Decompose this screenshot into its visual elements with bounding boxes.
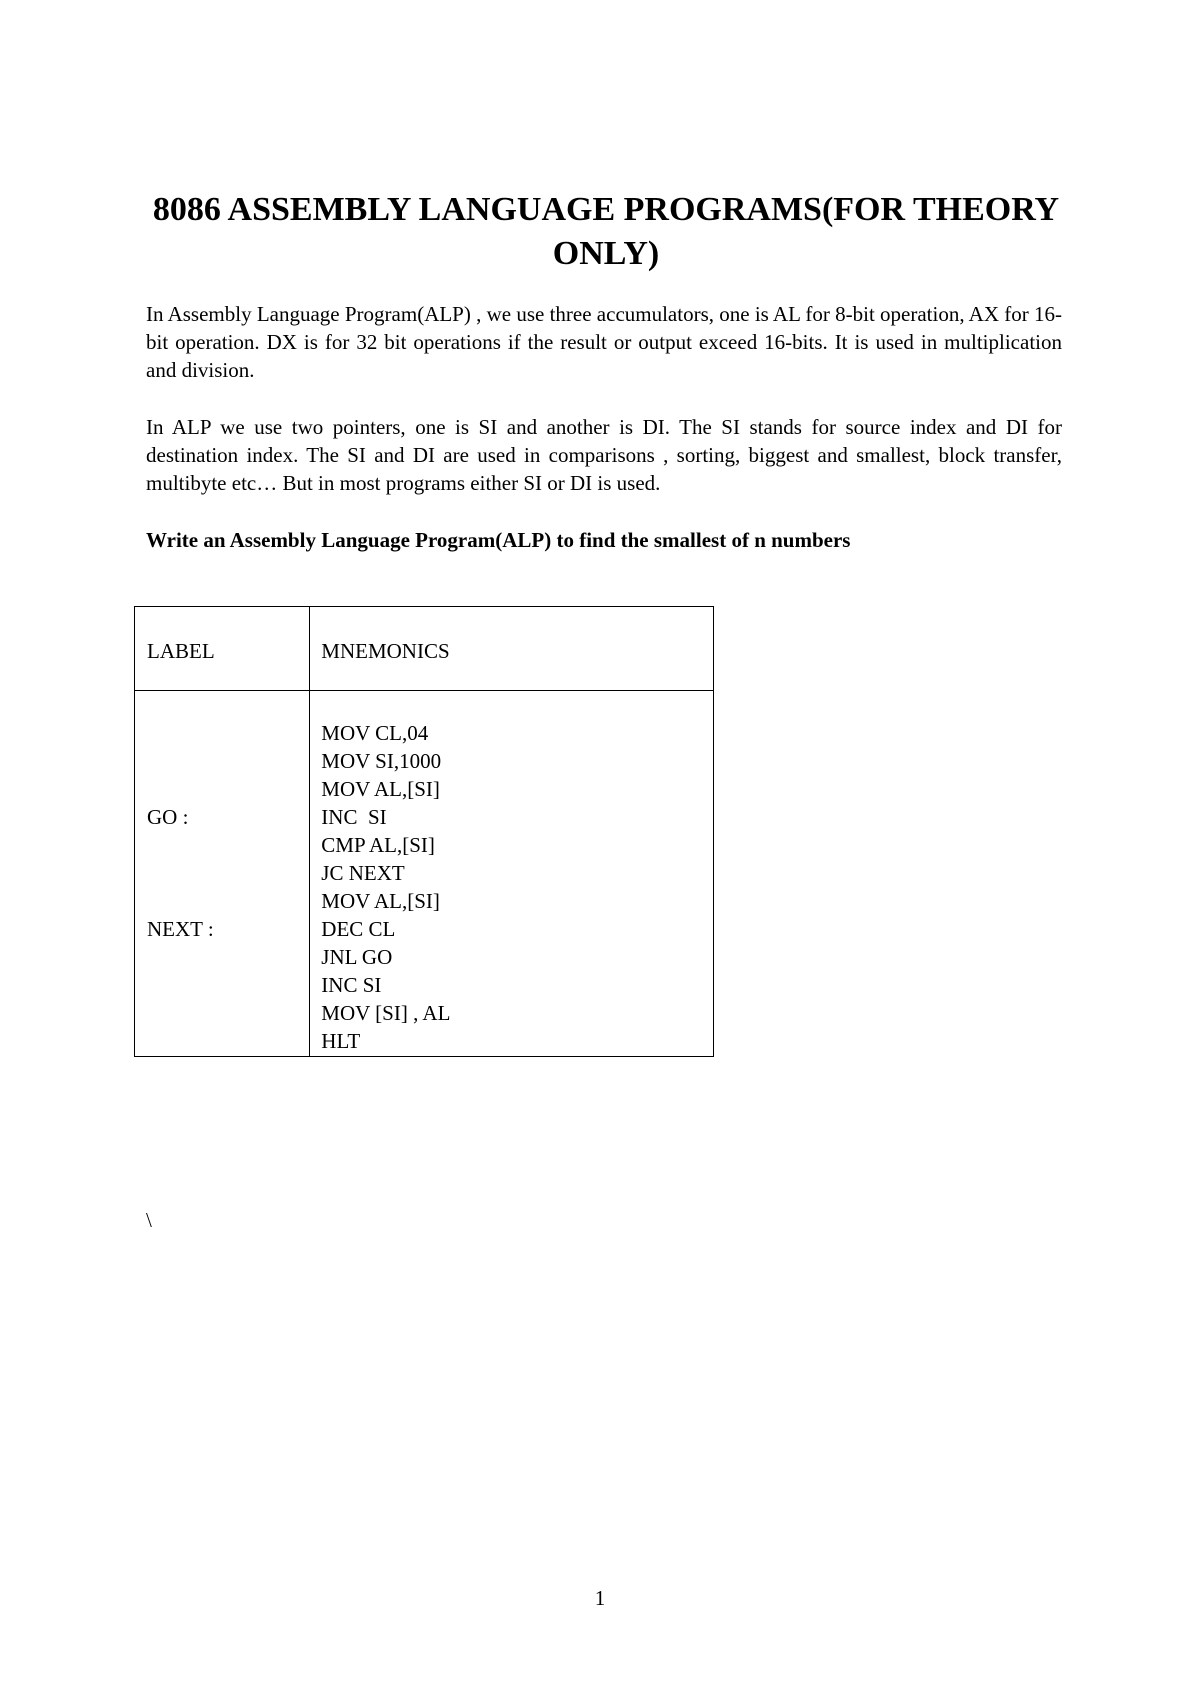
paragraph-pointers: In ALP we use two pointers, one is SI and another is DI. The SI stands for source index and DI for destination index. The SI and DI are used in comparisons , sorting, biggest and smallest, block transfer, multibyte etc… But in most programs either SI or DI is used.: [146, 415, 1062, 495]
task-heading: Write an Assembly Language Program(ALP) to find the smallest of n numbers: [146, 528, 851, 552]
mnemonic-line: MOV SI,1000: [321, 749, 442, 773]
label-line: [147, 859, 309, 887]
stray-backslash: \: [146, 1208, 152, 1232]
label-line: [147, 719, 309, 747]
label-line: [147, 887, 309, 915]
label-line: [147, 747, 309, 775]
label-line: [147, 1027, 309, 1055]
mnemonic-line: MOV CL,04: [321, 721, 429, 745]
page-number: 1: [594, 1586, 606, 1610]
label-line: [147, 831, 309, 859]
mnemonic-line: INC SI: [321, 973, 382, 997]
mnemonic-line: DEC CL: [321, 917, 396, 941]
mnemonic-line: MOV [SI] , AL: [321, 1001, 451, 1025]
label-line: NEXT :: [147, 917, 214, 941]
mnemonic-line: CMP AL,[SI]: [321, 833, 435, 857]
mnemonic-line: JC NEXT: [321, 861, 405, 885]
label-line: [147, 943, 309, 971]
label-line: [147, 999, 309, 1027]
page-title: 8086 ASSEMBLY LANGUAGE PROGRAMS(FOR THEORY ONLY): [152, 191, 1060, 272]
mnemonic-line: MOV AL,[SI]: [321, 889, 440, 913]
mnemonics-column: [310, 691, 714, 1057]
table-body-row: [135, 691, 714, 1057]
label-line: [147, 971, 309, 999]
mnemonic-line: MOV AL,[SI]: [321, 777, 440, 801]
mnemonic-line: HLT: [321, 1029, 361, 1053]
label-line: [147, 775, 309, 803]
label-column: [135, 691, 310, 1057]
program-table: [134, 606, 714, 1057]
paragraph-accumulators: In Assembly Language Program(ALP) , we use three accumulators, one is AL for 8-bit operation, AX for 16-bit operation. DX is for 32 bit operations if the result or output exceed 16-bits. It is used in multiplication and division.: [146, 302, 1062, 382]
table-header-row: [135, 607, 714, 691]
header-mnemonics: MNEMONICS: [310, 607, 714, 691]
header-label: LABEL: [135, 607, 310, 691]
label-line: GO :: [147, 805, 189, 829]
mnemonic-line: INC SI: [321, 805, 387, 829]
mnemonic-line: JNL GO: [321, 945, 393, 969]
